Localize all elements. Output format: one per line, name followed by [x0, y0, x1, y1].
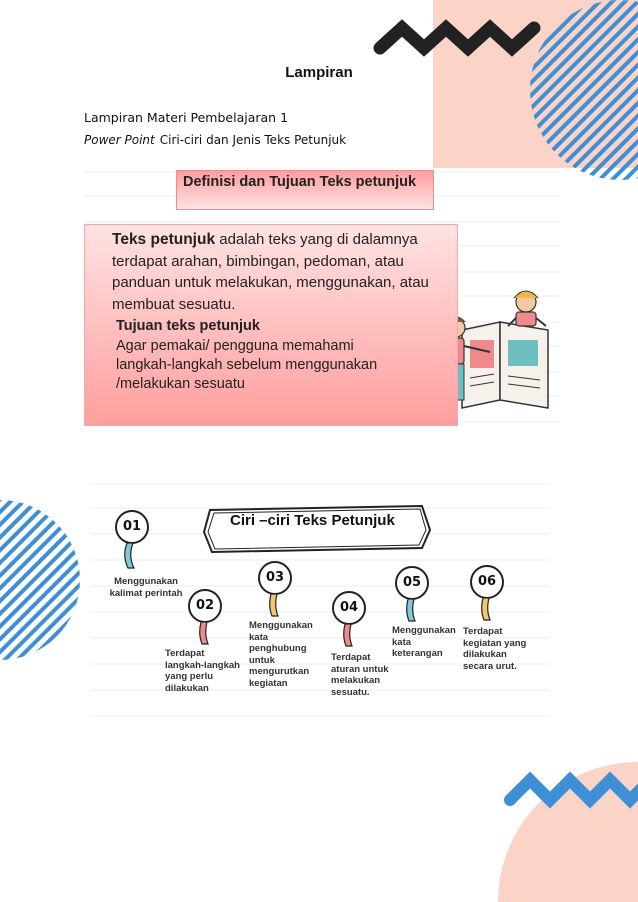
ciri-number-05: 05 [402, 575, 422, 590]
ciri-number-06: 06 [477, 574, 497, 589]
ciri-label-02: Terdapat langkah-langkah yang perlu dilakukan [165, 648, 240, 694]
ciri-number-02: 02 [195, 598, 215, 613]
ciri-label-04: Terdapat aturan untuk melakukan sesuatu. [331, 652, 389, 698]
ciri-title: Ciri –ciri Teks Petunjuk [230, 512, 395, 529]
ciri-label-01: Menggunakan kalimat perintah [109, 576, 183, 599]
definition-term: Teks petunjuk [112, 231, 216, 248]
intro-line-1: Lampiran Materi Pembelajaran 1 [84, 110, 289, 125]
ciri-number-04: 04 [339, 600, 359, 615]
intro-line-2-rest: Ciri-ciri dan Jenis Teks Petunjuk [159, 133, 347, 147]
striped-circle-left [0, 500, 80, 660]
ciri-label-03: Menggunakan kata penghubung untuk mengurutkan kegiatan [249, 620, 313, 689]
ciri-number-01: 01 [122, 519, 142, 534]
tujuan-body: Agar pemakai/ pengguna memahami langkah-langkah sebelum menggunakan /melakukan sesuatu [116, 338, 378, 392]
definition-heading-box [176, 170, 434, 210]
intro-line-2-italic: Power Point [84, 133, 155, 147]
intro-line-2 [84, 133, 346, 147]
tujuan-heading: Tujuan teks petunjuk [116, 318, 260, 334]
page-title: Lampiran [285, 64, 353, 81]
kids-reading-book-illustration [446, 291, 548, 408]
ciri-label-05: Menggunakan kata keterangan [392, 625, 456, 659]
ciri-label-06: Terdapat kegiatan yang dilakukan secara urut. [463, 626, 527, 672]
definition-heading: Definisi dan Tujuan Teks petunjuk [183, 174, 417, 190]
definition-body: adalah teks yang di dalamnya terdapat arahan, bimbingan, pedoman, atau panduan untuk melakukan, menggunakan, atau membuat sesuatu. [112, 231, 429, 313]
definition-text [112, 229, 458, 315]
ciri-number-03: 03 [265, 570, 285, 585]
